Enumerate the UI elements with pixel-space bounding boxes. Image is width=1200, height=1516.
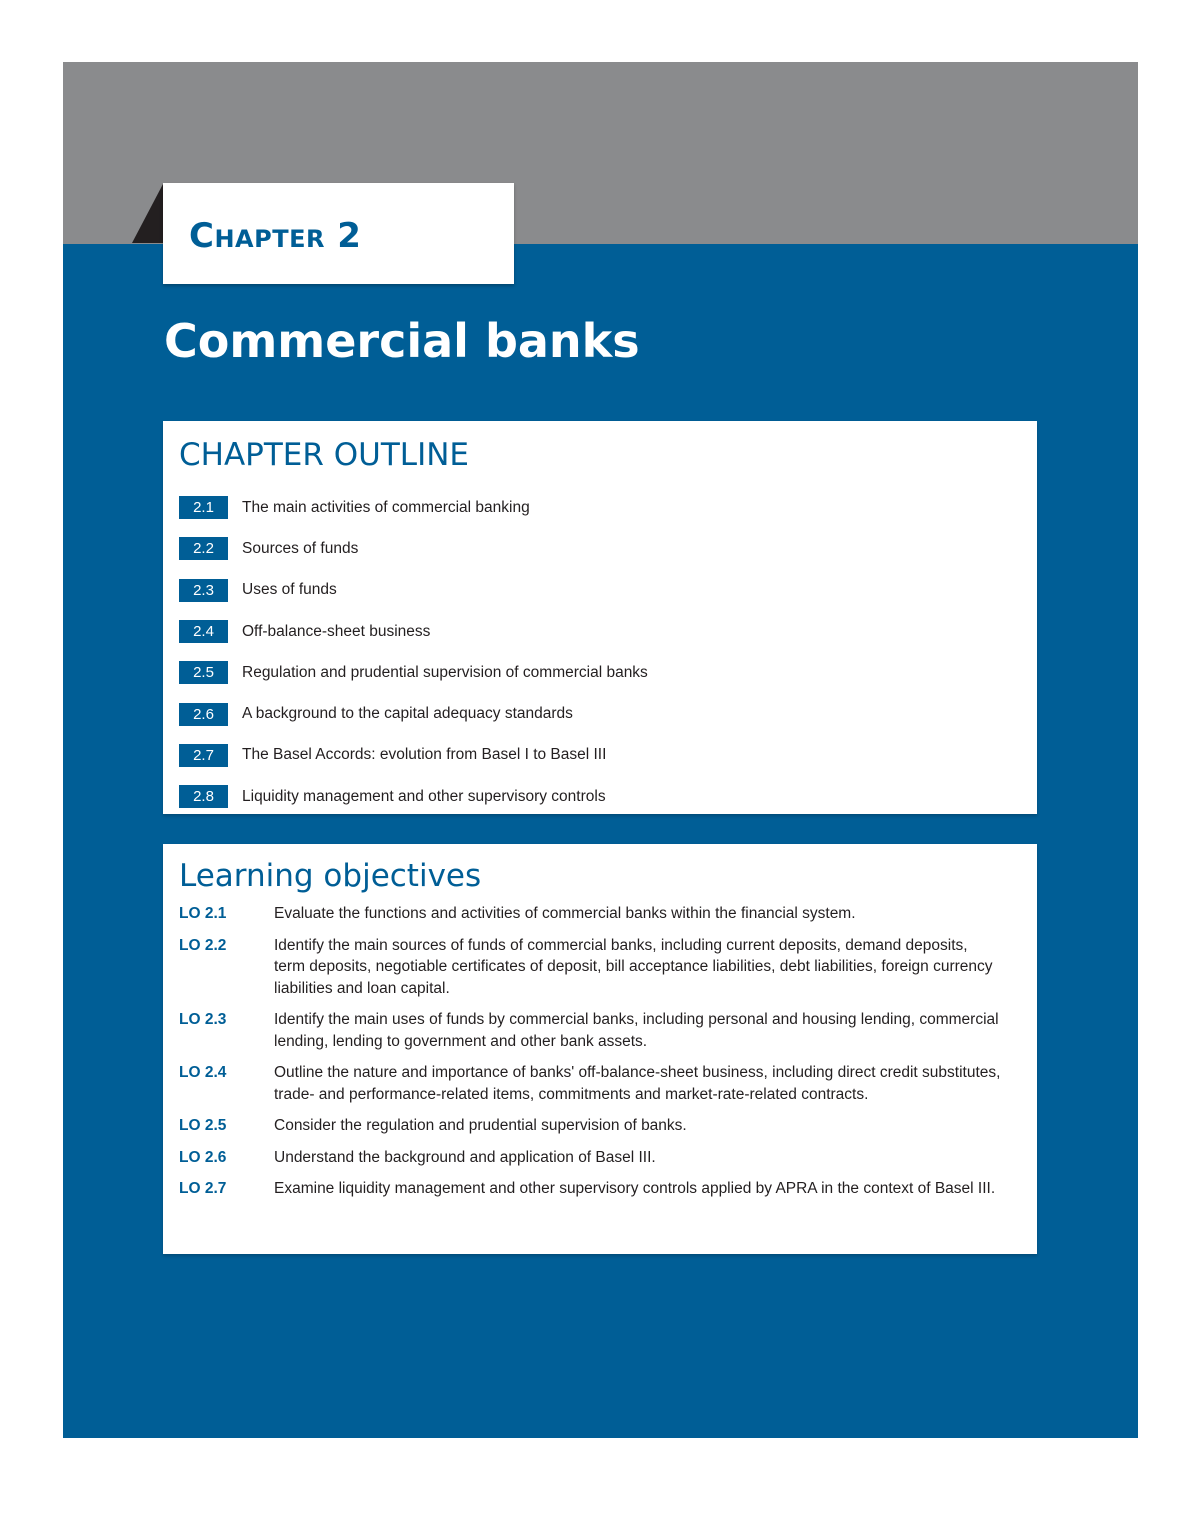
outline-item-number: 2.6 — [179, 703, 228, 726]
outline-item — [179, 652, 1021, 693]
outline-item-text: A background to the capital adequacy standards — [242, 705, 573, 723]
learning-objective-text: Examine liquidity management and other supervisory controls applied by APRA in the context of Basel III. — [274, 1180, 996, 1197]
learning-objective-number: LO 2.1 — [179, 905, 227, 922]
outline-item — [179, 693, 1021, 734]
learning-objective — [179, 1062, 1021, 1105]
learning-objectives-box — [163, 844, 1037, 1254]
outline-item-number: 2.7 — [179, 744, 228, 767]
outline-item-text: Sources of funds — [242, 539, 359, 557]
chapter-outline-list — [179, 487, 1021, 817]
tab-fold-decoration — [132, 184, 163, 243]
chapter-outline-heading: CHAPTER OUTLINE — [179, 437, 469, 473]
chapter-number-label: Chapter 2 — [189, 216, 362, 256]
learning-objective-text: Evaluate the functions and activities of commercial banks within the financial system. — [274, 905, 856, 922]
learning-objective — [179, 1147, 1021, 1169]
outline-item-number: 2.1 — [179, 496, 228, 519]
learning-objective-text: Identify the main uses of funds by commercial banks, including personal and housing lending, commercial lending, lending to government and other bank assets. — [274, 1011, 999, 1050]
outline-item-text: Regulation and prudential supervision of commercial banks — [242, 663, 648, 681]
outline-item — [179, 487, 1021, 528]
outline-item — [179, 570, 1021, 611]
learning-objectives-heading: Learning objectives — [179, 858, 482, 894]
learning-objective-text: Understand the background and application of Basel III. — [274, 1148, 656, 1166]
outline-item-text: Off-balance-sheet business — [242, 622, 431, 640]
learning-objective-number: LO 2.3 — [179, 1011, 227, 1028]
learning-objective — [179, 1115, 1021, 1137]
chapter-title: Commercial banks — [164, 314, 640, 368]
outline-item-text: Uses of funds — [242, 581, 337, 599]
learning-objective-text: Identify the main sources of funds of commercial banks, including current deposits, demand deposits, term deposits, negotiable certificates of deposit, bill acceptance liabilities, debt liabilities, foreign currency liabilities and loan capital. — [274, 936, 993, 997]
outline-item-number: 2.4 — [179, 620, 228, 643]
learning-objectives-list — [179, 903, 1021, 1200]
outline-item-number: 2.8 — [179, 785, 228, 808]
learning-objective-number: LO 2.7 — [179, 1180, 227, 1197]
chapter-outline-box — [163, 421, 1037, 814]
outline-item — [179, 611, 1021, 652]
learning-objective-number: LO 2.5 — [179, 1117, 227, 1134]
learning-objective — [179, 1178, 1021, 1200]
learning-objective-text: Consider the regulation and prudential supervision of banks. — [274, 1117, 687, 1134]
learning-objective-number: LO 2.2 — [179, 936, 227, 954]
outline-item — [179, 776, 1021, 817]
outline-item-text: The main activities of commercial banking — [242, 498, 530, 516]
learning-objective-text: Outline the nature and importance of banks' off-balance-sheet business, including direct credit substitutes, trade- and performance-related items, commitments and market-rate-related contracts. — [274, 1064, 1001, 1103]
outline-item — [179, 735, 1021, 776]
learning-objective — [179, 935, 1021, 1000]
outline-item-number: 2.5 — [179, 661, 228, 684]
outline-item — [179, 528, 1021, 569]
outline-item-text: Liquidity management and other supervisory controls — [242, 787, 606, 805]
chapter-number-tab — [163, 183, 514, 284]
learning-objective-number: LO 2.4 — [179, 1064, 227, 1081]
learning-objective — [179, 903, 1021, 925]
outline-item-number: 2.3 — [179, 579, 228, 602]
learning-objective — [179, 1009, 1021, 1052]
learning-objective-number: LO 2.6 — [179, 1148, 227, 1166]
outline-item-text: The Basel Accords: evolution from Basel I to Basel III — [242, 746, 607, 764]
outline-item-number: 2.2 — [179, 537, 228, 560]
